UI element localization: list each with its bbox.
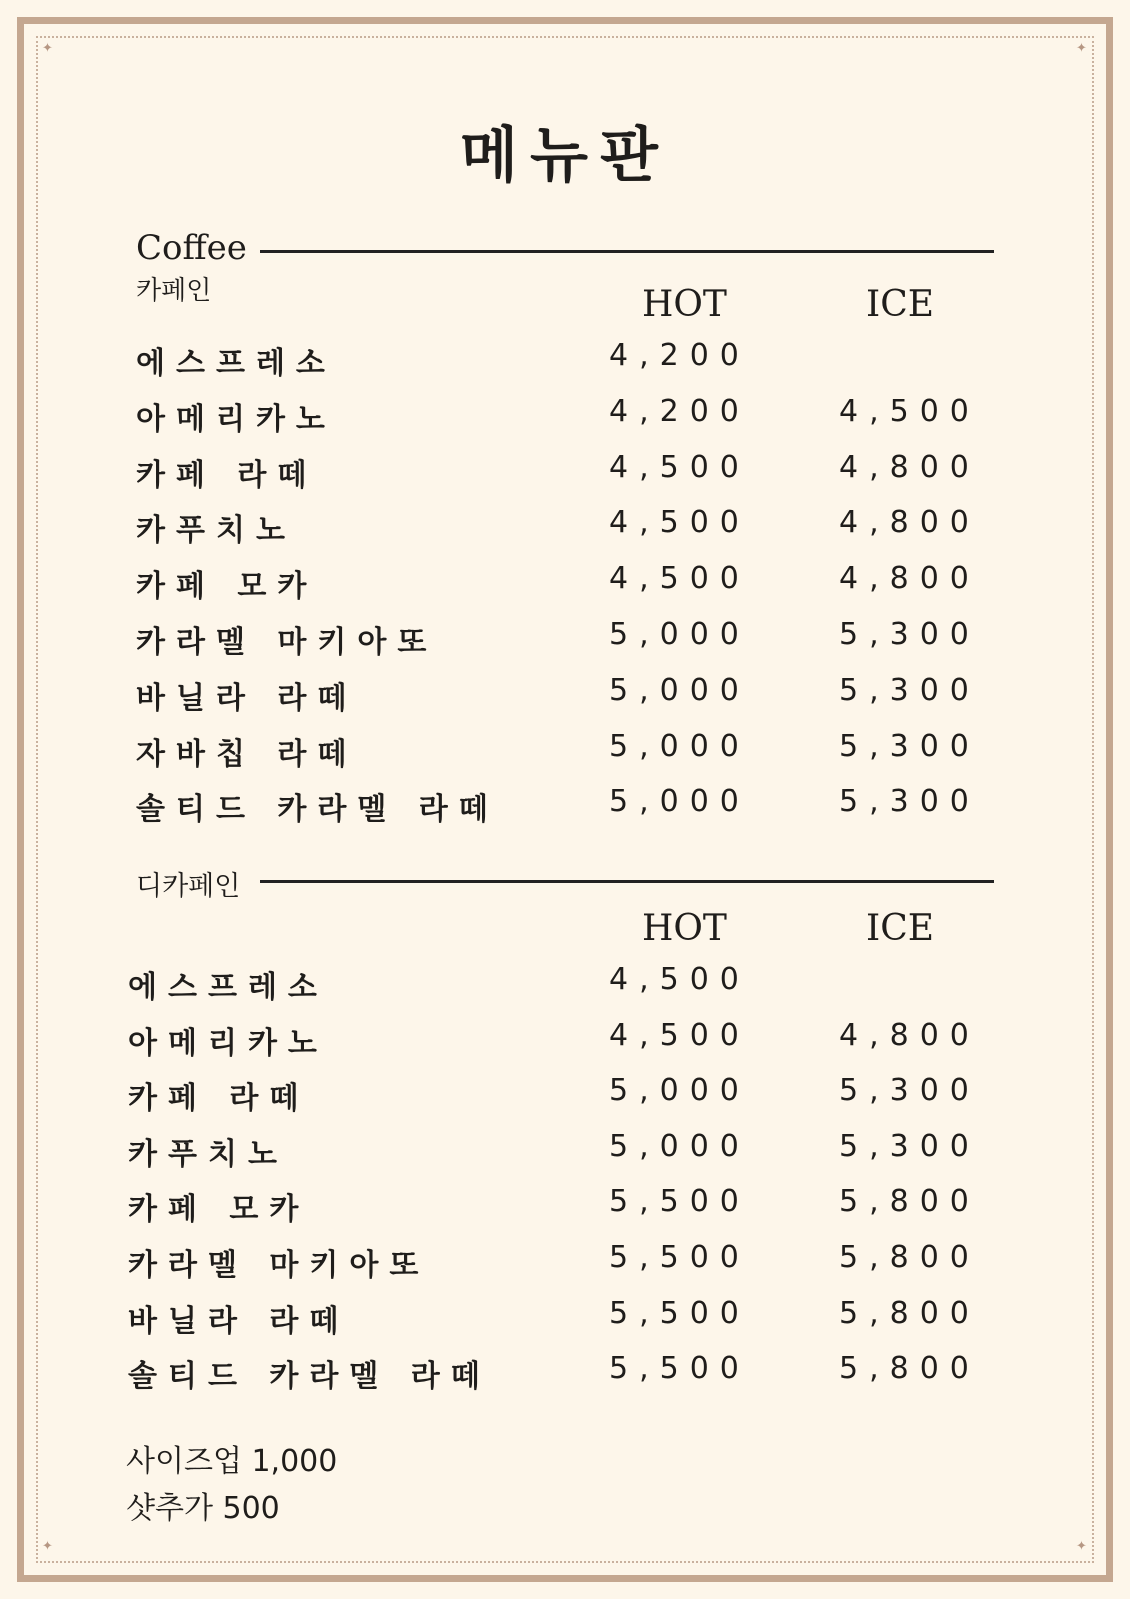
section-header-coffee — [136, 228, 247, 307]
menu-item-row — [128, 1128, 988, 1172]
menu-item-name: 카라멜 마키아또 — [136, 625, 438, 660]
menu-item-name: 바닐라 라떼 — [128, 1303, 350, 1339]
menu-item-row — [128, 1351, 988, 1395]
corner-ornament-icon: ✦ — [42, 1539, 53, 1554]
price-hot: 5,000 — [609, 617, 750, 652]
price-hot: 4,500 — [609, 449, 750, 485]
menu-item-name: 에스프레소 — [136, 346, 336, 381]
menu-item-row — [128, 1240, 988, 1283]
price-ice: 5,300 — [839, 617, 980, 652]
column-header-ice: ICE — [866, 908, 935, 949]
price-ice: 4,800 — [839, 561, 980, 597]
price-ice: 5,300 — [839, 672, 980, 708]
menu-item-row — [136, 449, 996, 493]
price-ice: 5,300 — [839, 728, 980, 764]
price-ice: 5,300 — [839, 1073, 980, 1109]
price-ice: 5,800 — [839, 1295, 980, 1331]
menu-item-name: 카페 모카 — [136, 569, 318, 605]
price-hot: 4,500 — [609, 561, 750, 597]
menu-item-row — [128, 1017, 988, 1061]
corner-ornament-icon: ✦ — [1076, 1539, 1087, 1554]
price-ice: 5,300 — [839, 784, 980, 820]
price-hot: 4,500 — [609, 1017, 750, 1053]
price-hot: 5,000 — [609, 1128, 750, 1164]
price-ice: 5,300 — [839, 1128, 980, 1164]
menu-item-row — [136, 617, 996, 660]
price-hot: 4,200 — [609, 338, 750, 373]
column-header-hot: HOT — [642, 284, 727, 325]
page-title: 메뉴판 — [460, 121, 670, 191]
menu-item-name: 카라멜 마키아또 — [128, 1248, 430, 1283]
menu-item-name: 아메리카노 — [128, 1025, 328, 1061]
menu-item-name: 솔티드 카라멜 라떼 — [128, 1359, 491, 1395]
column-header-hot: HOT — [642, 908, 727, 949]
note-size-up: 사이즈업 1,000 — [126, 1444, 338, 1479]
menu-item-row — [128, 962, 988, 1005]
menu-item-name: 카페 라떼 — [136, 457, 318, 493]
corner-ornament-icon: ✦ — [42, 41, 53, 56]
menu-item-row — [128, 1184, 988, 1228]
price-hot: 5,000 — [609, 672, 750, 708]
menu-item-name: 에스프레소 — [128, 970, 328, 1005]
menu-item-name: 카페 모카 — [128, 1192, 310, 1228]
price-ice: 4,500 — [839, 393, 980, 429]
price-hot: 5,000 — [609, 1073, 750, 1109]
price-ice: 5,800 — [839, 1184, 980, 1220]
price-ice: 4,800 — [839, 449, 980, 485]
price-ice: 5,800 — [839, 1351, 980, 1387]
price-ice: 4,800 — [839, 505, 980, 541]
price-hot: 5,000 — [609, 728, 750, 764]
menu-item-row — [136, 784, 996, 828]
menu-item-row — [136, 672, 996, 716]
price-hot: 5,500 — [609, 1240, 750, 1275]
menu-item-row — [136, 505, 996, 549]
corner-ornament-icon: ✦ — [1076, 41, 1087, 56]
section-subtitle: 카페인 — [136, 276, 212, 306]
column-header-ice: ICE — [866, 284, 935, 325]
section-rule — [260, 880, 994, 883]
section-header-decaf — [136, 862, 240, 903]
menu-item-name: 바닐라 라떼 — [136, 680, 358, 716]
menu-item-row — [136, 393, 996, 437]
price-hot: 5,500 — [609, 1351, 750, 1387]
menu-item-name: 솔티드 카라멜 라떼 — [136, 792, 499, 828]
price-hot: 4,200 — [609, 393, 750, 429]
menu-item-name: 아메리카노 — [136, 401, 336, 437]
section-title: Coffee — [136, 228, 247, 268]
menu-item-row — [136, 561, 996, 605]
price-ice: 5,800 — [839, 1240, 980, 1275]
menu-item-row — [128, 1073, 988, 1117]
price-hot: 4,500 — [609, 505, 750, 541]
note-extra-shot: 샷추가 500 — [126, 1491, 280, 1526]
menu-item-name: 카푸치노 — [136, 513, 296, 549]
price-hot: 5,500 — [609, 1184, 750, 1220]
section-rule — [260, 250, 994, 253]
menu-item-row — [128, 1295, 988, 1339]
menu-item-name: 카페 라떼 — [128, 1081, 310, 1117]
section-title: 디카페인 — [136, 871, 241, 902]
menu-item-row — [136, 728, 996, 772]
menu-item-row — [136, 338, 996, 381]
menu-item-name: 자바칩 라떼 — [136, 736, 358, 772]
price-ice: 4,800 — [839, 1017, 980, 1053]
price-hot: 5,500 — [609, 1295, 750, 1331]
menu-item-name: 카푸치노 — [128, 1136, 288, 1172]
price-hot: 5,000 — [609, 784, 750, 820]
price-hot: 4,500 — [609, 962, 750, 997]
